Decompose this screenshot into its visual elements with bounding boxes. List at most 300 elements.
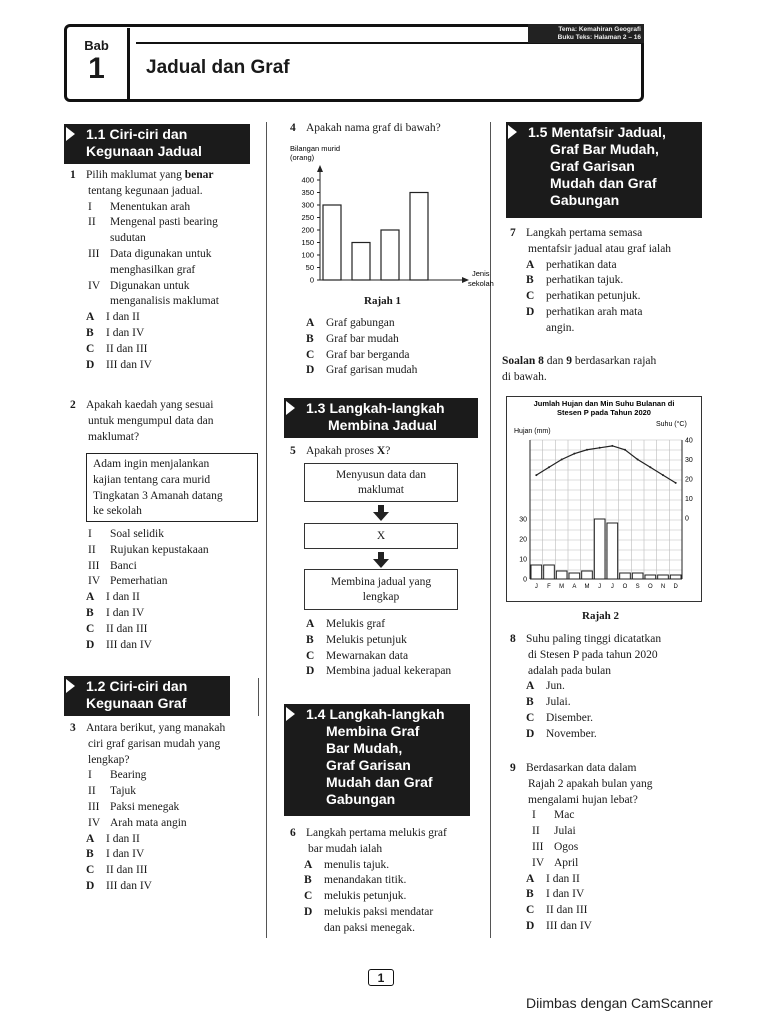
scanner-watermark: Diimbas dengan CamScanner (526, 995, 713, 1011)
question-stem: Pilih maklumat yang (86, 169, 182, 181)
flow-text: lengkap (362, 590, 400, 603)
month-label: O (647, 584, 653, 590)
answer-option (306, 363, 485, 379)
rain-bar (645, 575, 656, 579)
answer-option (86, 342, 260, 358)
option-text: dan paksi menegak. (324, 921, 416, 934)
option-letter: C (304, 890, 313, 903)
question-2-choices (70, 527, 260, 653)
option-letter: D (306, 665, 315, 678)
roman-item (70, 215, 260, 231)
instruction-bold: 9 (566, 355, 572, 367)
roman-numeral: III (532, 840, 544, 853)
section-1-5-header (506, 122, 702, 218)
section-1-4-header (284, 704, 470, 816)
temp-tick-label: 0 (685, 515, 689, 523)
y-axis-arrow-icon (317, 165, 323, 172)
question-8 (510, 632, 710, 743)
roman-list (70, 527, 260, 590)
instruction-text: dan (546, 355, 564, 367)
question-3 (70, 721, 260, 895)
rain-bar (670, 575, 681, 579)
question-6 (290, 826, 485, 937)
month-label: J (610, 584, 614, 590)
chapter-badge (66, 28, 130, 100)
option-letter: A (526, 258, 535, 271)
roman-text: April (554, 856, 579, 869)
question-stem: Langkah pertama semasa (526, 227, 643, 239)
roman-numeral (88, 294, 110, 310)
month-label: O (622, 584, 628, 590)
roman-text: Banci (110, 559, 137, 572)
chapter-label: Bab (84, 38, 109, 53)
option-letter: B (526, 888, 534, 901)
option-list (70, 590, 260, 653)
question-stem: adalah pada bulan (528, 664, 612, 677)
option-text: I dan II (106, 311, 140, 324)
roman-text: Data digunakan untuk (110, 247, 212, 260)
flow-step-1 (304, 463, 458, 502)
answer-option (306, 633, 485, 649)
y-axis-label: Bilangan murid (290, 144, 341, 153)
answer-option (86, 590, 260, 606)
roman-text: menganalisis maklumat (110, 295, 219, 308)
temperature-point (611, 445, 613, 447)
answer-option (526, 305, 710, 321)
option-letter: C (306, 649, 315, 662)
section-title-line2: Kegunaan Graf (86, 695, 187, 711)
roman-item (70, 247, 260, 263)
temperature-point (662, 474, 664, 476)
roman-text: Menentukan arah (110, 200, 191, 213)
question-stem: tentang kegunaan jadual. (88, 184, 203, 197)
temperature-point (561, 459, 563, 461)
option-text: III dan IV (106, 358, 152, 371)
flow-text: maklumat (357, 483, 404, 496)
answer-option (86, 310, 260, 326)
temperature-point (548, 466, 550, 468)
option-text: perhatikan petunjuk. (546, 290, 641, 303)
instruction-text: berdasarkan rajah (574, 355, 657, 367)
roman-item (70, 574, 260, 590)
option-letter (304, 921, 324, 937)
roman-item (70, 200, 260, 216)
option-letter: C (306, 348, 315, 361)
rain-bar (620, 573, 631, 579)
roman-numeral: I (88, 200, 92, 213)
combined-chart-rajah-2 (506, 396, 702, 602)
question-stem: mentafsir jadual atau graf ialah (528, 242, 672, 255)
option-letter (526, 321, 546, 337)
option-text: angin. (546, 321, 575, 334)
roman-numeral: II (88, 543, 96, 556)
scenario-line: Adam ingin menjalankan (93, 458, 210, 470)
instruction-bold: Soalan 8 (502, 355, 544, 367)
y-right-label: Suhu (°C) (656, 421, 687, 428)
section-1-2-header (64, 676, 230, 716)
y-tick-label: 350 (301, 188, 314, 197)
question-stem: Apakah nama graf di bawah? (306, 122, 441, 134)
answer-option (86, 879, 260, 895)
theme-box (528, 24, 644, 43)
option-text: III dan IV (106, 879, 152, 892)
y-tick-label: 100 (301, 250, 314, 260)
y-left-label: Hujan (mm) (514, 428, 551, 435)
chart-title: Jumlah Hujan dan Min Suhu Bulanan di (533, 399, 675, 408)
y-tick-label: 250 (301, 213, 314, 222)
option-list (510, 258, 710, 337)
option-letter: B (304, 874, 312, 887)
option-letter: A (306, 317, 315, 329)
option-letter: D (526, 727, 535, 740)
option-letter: B (86, 848, 94, 861)
question-stem: bar mudah ialah (308, 842, 383, 855)
answer-option (304, 889, 485, 905)
question-1 (70, 168, 260, 373)
answer-option (304, 858, 485, 874)
option-letter: B (306, 633, 314, 646)
question-5-options (290, 617, 485, 680)
option-letter: D (86, 638, 95, 651)
bar (381, 230, 399, 280)
question-stem: Berdasarkan data dalam (526, 762, 637, 774)
rain-bar (531, 565, 542, 579)
section-title-line: Gabungan (550, 192, 620, 208)
roman-text: Soal selidik (110, 528, 164, 540)
section-title: Mentafsir Jadual, (551, 124, 666, 140)
section-arrow-icon (508, 125, 517, 139)
roman-text: Paksi menegak (110, 800, 180, 813)
down-arrow-icon (373, 559, 389, 568)
scenario-line: kajian tentang cara murid (93, 473, 211, 486)
option-text: Graf garisan mudah (326, 364, 418, 377)
roman-numeral: I (88, 528, 92, 540)
scenario-line: ke sekolah (93, 505, 142, 518)
column-divider-2 (490, 122, 491, 938)
question-stem: Langkah pertama melukis graf (306, 827, 447, 839)
roman-numeral: IV (88, 575, 101, 588)
question-4-options (290, 316, 485, 379)
roman-numeral (88, 231, 110, 247)
rain-tick-label: 10 (519, 556, 527, 564)
rain-bar (607, 523, 618, 579)
roman-numeral: III (88, 559, 100, 572)
roman-text: Rujukan kepustakaan (110, 543, 209, 556)
answer-option (526, 679, 710, 695)
option-text: III dan IV (546, 919, 592, 932)
option-text: II dan III (546, 904, 588, 917)
question-stem: Rajah 2 apakah bulan yang (528, 777, 653, 790)
answer-option (304, 873, 485, 889)
roman-numeral (88, 263, 110, 279)
option-text: Graf bar mudah (326, 332, 399, 345)
answer-option (306, 316, 485, 332)
flow-text: Menyusun data dan (335, 468, 427, 481)
answer-option (526, 903, 710, 919)
option-letter: A (526, 872, 535, 885)
flow-step-3 (304, 569, 458, 610)
answer-option (306, 664, 485, 680)
bar (410, 193, 428, 281)
section-title-line: Bar Mudah, (326, 740, 403, 756)
section-number: 1.1 (86, 126, 106, 142)
section-title-line: Mudah dan Graf (326, 774, 433, 790)
option-list (70, 310, 260, 373)
section-arrow-icon (66, 679, 75, 693)
option-list (510, 872, 710, 935)
question-5 (290, 444, 485, 460)
question-number: 5 (290, 445, 296, 457)
question-number: 6 (290, 827, 296, 839)
section-1-3-header (284, 398, 478, 438)
answer-option (526, 321, 710, 337)
roman-item (70, 294, 260, 310)
temperature-point (637, 459, 639, 461)
answer-option (526, 872, 710, 888)
section-title-line: Membina Graf (326, 723, 420, 739)
rain-bar (658, 575, 669, 579)
answer-option (86, 863, 260, 879)
option-letter: B (526, 274, 534, 287)
question-number: 9 (510, 762, 516, 774)
roman-text: Tajuk (110, 785, 137, 798)
option-text: Melukis graf (326, 618, 386, 630)
down-arrow-icon (373, 512, 389, 521)
option-text: I dan IV (106, 606, 145, 619)
temperature-point (624, 449, 626, 451)
question-9 (510, 761, 710, 935)
y-tick-label: 200 (301, 225, 314, 235)
rain-tick-label: 0 (523, 576, 527, 584)
option-text: Disember. (546, 711, 593, 724)
rain-bar (544, 565, 555, 579)
answer-option (526, 887, 710, 903)
section-underline (258, 678, 259, 716)
answer-option (526, 273, 710, 289)
roman-item (70, 784, 260, 800)
y-tick-label: 400 (301, 175, 314, 185)
option-letter: A (526, 680, 535, 693)
option-text: II dan III (106, 864, 148, 877)
option-text: II dan III (106, 342, 148, 355)
option-letter: B (86, 606, 94, 619)
question-stem: maklumat? (88, 430, 140, 443)
option-text: perhatikan arah mata (546, 305, 643, 318)
section-title-line: Graf Garisan (326, 757, 411, 773)
question-stem-bold: X (376, 445, 386, 457)
option-letter: D (86, 879, 95, 892)
roman-item (70, 263, 260, 279)
option-letter: C (86, 342, 95, 355)
month-label: J (534, 584, 538, 590)
roman-item (70, 559, 260, 575)
temperature-point (573, 453, 575, 455)
option-letter: B (86, 326, 94, 339)
answer-option (86, 622, 260, 638)
option-letter: D (86, 358, 95, 371)
bar (323, 205, 341, 280)
roman-numeral: IV (532, 856, 545, 869)
roman-numeral: IV (88, 279, 101, 292)
rain-bar (582, 571, 593, 579)
temperature-point (649, 466, 651, 468)
section-number: 1.5 (528, 124, 548, 140)
section-title-line: Graf Bar Mudah, (550, 141, 659, 157)
chart-title-line2: Stesen P pada Tahun 2020 (557, 408, 651, 417)
temperature-point (535, 474, 537, 476)
option-text: I dan II (546, 872, 580, 885)
month-label: S (635, 584, 640, 590)
y-axis-label-unit: (orang) (290, 153, 315, 162)
question-stem-bold: benar (184, 169, 214, 181)
roman-text: Mengenal pasti bearing (110, 216, 218, 229)
roman-item (514, 808, 710, 824)
option-text: Melukis petunjuk (326, 633, 407, 646)
section-title: Ciri-ciri dan (109, 678, 188, 694)
option-text: I dan II (106, 591, 140, 604)
flow-text: Membina jadual yang (330, 575, 432, 588)
section-title-line: Mudah dan Graf (550, 175, 657, 191)
roman-numeral: II (88, 785, 96, 798)
section-number: 1.3 (306, 400, 326, 416)
roman-numeral: I (532, 809, 536, 822)
roman-item (70, 816, 260, 832)
option-letter: C (86, 864, 95, 877)
month-label: D (673, 584, 678, 590)
question-number: 1 (70, 169, 76, 181)
option-letter: D (526, 919, 535, 932)
option-text: I dan IV (106, 848, 145, 861)
question-stem: ciri graf garisan mudah yang (88, 737, 221, 750)
roman-text: Digunakan untuk (110, 279, 190, 292)
option-letter: A (304, 858, 313, 871)
option-letter: D (306, 364, 315, 377)
question-number: 7 (510, 227, 516, 239)
chapter-title: Jadual dan Graf (146, 57, 290, 78)
theme-text: Tema: Kemahiran Geografi (558, 26, 641, 33)
question-stem: mengalami hujan lebat? (528, 793, 638, 806)
rain-bar (594, 519, 605, 579)
option-text: II dan III (106, 622, 148, 635)
option-text: melukis paksi mendatar (324, 905, 434, 918)
question-stem: ? (385, 445, 391, 457)
section-title-line: Gabungan (326, 791, 396, 807)
option-text: Membina jadual kekerapan (326, 665, 452, 678)
temperature-point (675, 482, 677, 484)
roman-numeral: II (532, 825, 540, 838)
question-stem: untuk mengumpul data dan (88, 414, 214, 427)
option-letter: B (526, 696, 534, 709)
question-stem: Antara berikut, yang manakah (86, 722, 226, 734)
section-title: Langkah-langkah (329, 706, 445, 722)
answer-option (526, 711, 710, 727)
roman-item (70, 231, 260, 247)
answer-option (526, 258, 710, 274)
option-text: I dan II (106, 832, 140, 845)
option-letter: A (306, 618, 315, 630)
option-letter: C (526, 711, 535, 724)
roman-text: menghasilkan graf (110, 263, 196, 276)
option-text: perhatikan data (546, 258, 617, 271)
option-text: Graf bar berganda (326, 348, 410, 361)
option-text: Jun. (546, 680, 565, 693)
option-letter: C (526, 904, 535, 917)
roman-numeral: III (88, 800, 100, 813)
month-label: F (547, 584, 551, 590)
roman-item (514, 840, 710, 856)
figure-caption: Rajah 1 (364, 295, 401, 307)
question-stem: Suhu paling tinggi dicatatkan (526, 633, 662, 645)
option-letter: A (86, 311, 95, 324)
option-list (290, 316, 485, 379)
rain-bar (632, 573, 643, 579)
rain-tick-label: 20 (519, 536, 527, 544)
section-title: Ciri-ciri dan (109, 126, 188, 142)
roman-item (70, 768, 260, 784)
section-title: Langkah-langkah (329, 400, 445, 416)
question-number: 2 (70, 399, 76, 411)
section-arrow-icon (286, 401, 295, 415)
month-label: A (572, 584, 577, 590)
answer-option (86, 606, 260, 622)
roman-text: Julai (554, 825, 576, 838)
option-letter: D (304, 905, 313, 918)
answer-option (86, 326, 260, 342)
answer-option (304, 905, 485, 921)
question-number: 8 (510, 633, 516, 645)
answer-option (526, 919, 710, 935)
x-axis-label: Jenis (472, 269, 490, 278)
roman-text: Bearing (110, 769, 147, 782)
answer-option (306, 332, 485, 348)
answer-option (304, 921, 485, 937)
column-divider-1 (266, 122, 267, 938)
rain-bar (569, 573, 580, 579)
question-stem: Apakah kaedah yang sesuai (86, 399, 214, 411)
chapter-number: 1 (88, 52, 105, 85)
question-stem: Apakah proses (306, 445, 375, 457)
instruction-soalan-8-9 (502, 354, 712, 386)
temp-tick-label: 20 (685, 476, 693, 484)
figure-caption: Rajah 2 (582, 610, 619, 622)
option-text: I dan IV (546, 888, 585, 901)
y-tick-label: 300 (301, 200, 314, 210)
answer-option (526, 727, 710, 743)
option-list (290, 617, 485, 680)
option-list (290, 858, 485, 937)
section-title-line2: Kegunaan Jadual (86, 143, 202, 159)
x-axis-label-line2: sekolah (468, 279, 494, 288)
roman-numeral: IV (88, 816, 101, 829)
option-letter: C (526, 290, 535, 303)
instruction-text: di bawah. (502, 370, 547, 383)
option-letter: D (526, 305, 535, 318)
roman-text: Arah mata angin (110, 816, 187, 829)
bar-chart-rajah-1 (276, 140, 494, 295)
roman-list (70, 200, 260, 311)
option-text: menandakan titik. (324, 874, 407, 887)
option-letter: A (86, 832, 95, 845)
y-tick-label: 50 (305, 263, 314, 272)
month-label: M (559, 584, 565, 590)
option-letter: C (86, 622, 95, 635)
answer-option (306, 348, 485, 364)
option-text: Julai. (546, 696, 571, 709)
section-arrow-icon (286, 707, 295, 721)
question-number: 3 (70, 722, 76, 734)
bar (352, 243, 370, 281)
option-list (510, 679, 710, 742)
